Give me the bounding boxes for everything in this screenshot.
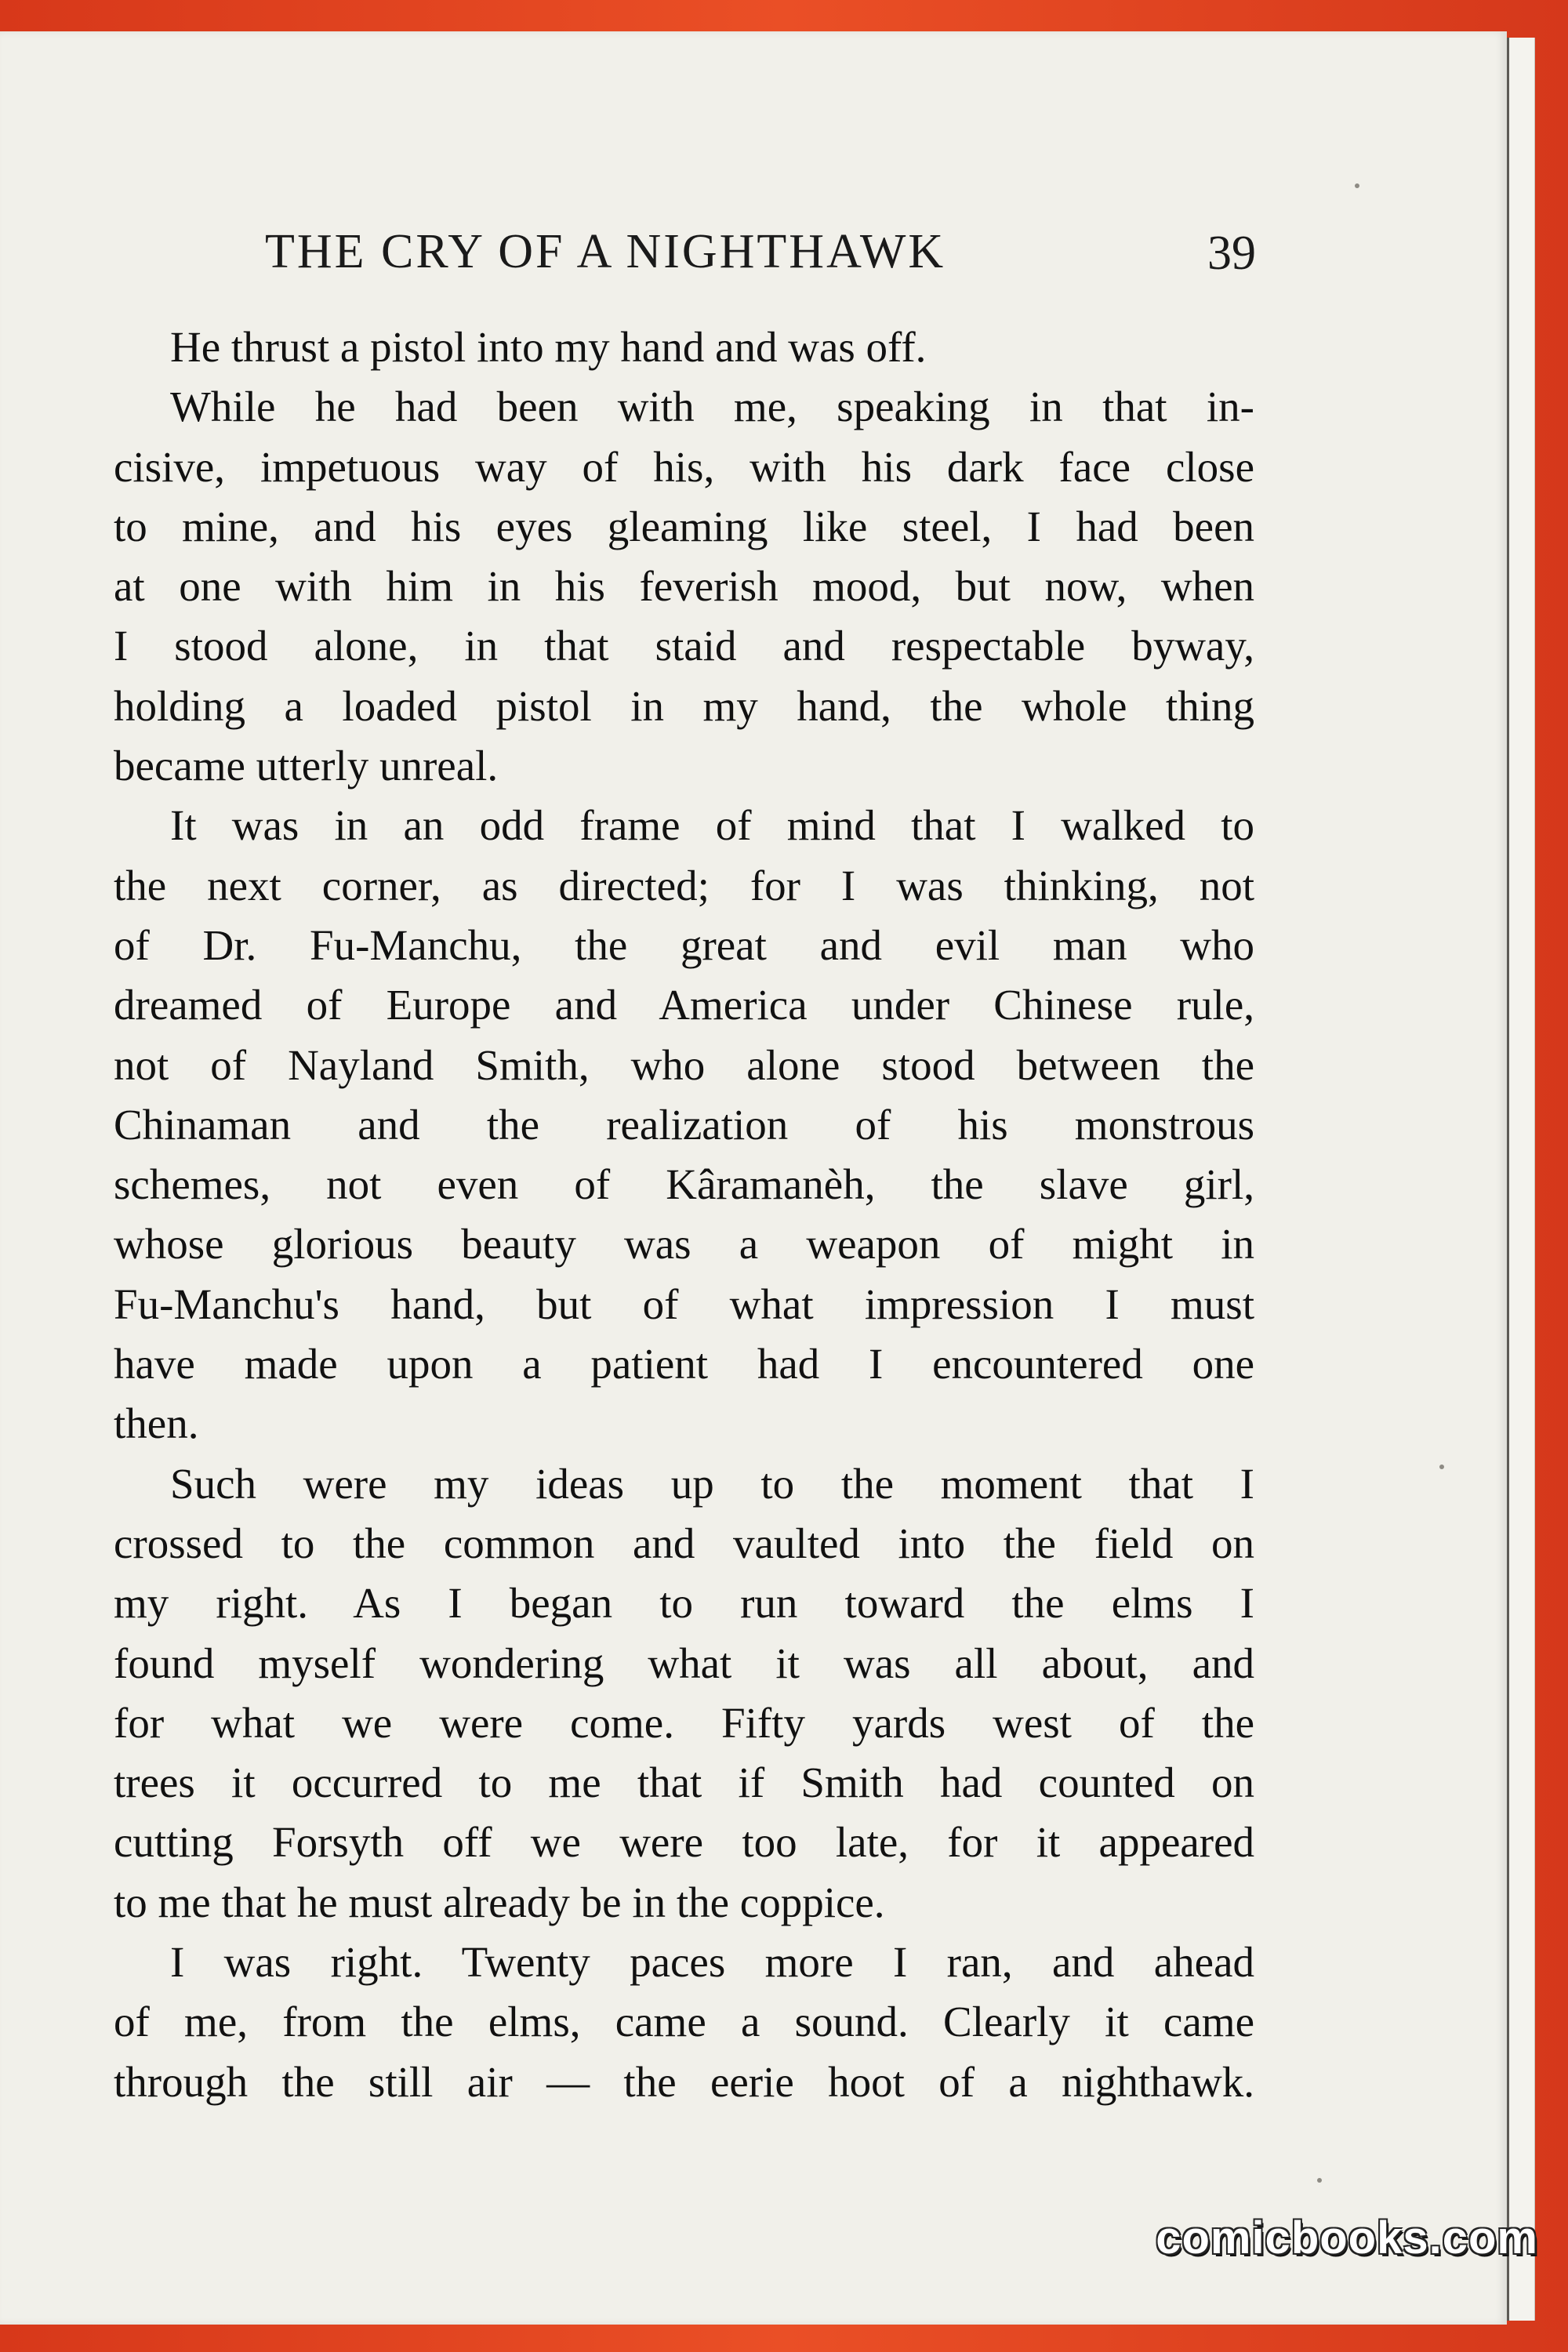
scan-speck: [1317, 2178, 1322, 2183]
text-line: of Dr. Fu-Manchu, the great and evil man who: [114, 920, 1254, 969]
text-line: I stood alone, in that staid and respectable byway,: [114, 622, 1254, 670]
text-line: have made upon a patient had I encountered one: [114, 1340, 1254, 1388]
text-line: the next corner, as directed; for I was thinking, not: [114, 861, 1254, 909]
text-line: my right. As I began to run toward the elms I: [114, 1579, 1254, 1628]
text-line: schemes, not even of Kâramanèh, the slave girl,: [114, 1160, 1254, 1209]
text-line: for what we were come. Fifty yards west of the: [114, 1698, 1254, 1747]
text-line: to me that he must already be in the coppice.: [114, 1878, 885, 1926]
text-line: trees it occurred to me that if Smith had counted on: [114, 1759, 1254, 1807]
text-line: at one with him in his feverish mood, but now, when: [114, 562, 1254, 611]
running-title: THE CRY OF A NIGHTHAWK: [265, 225, 946, 278]
text-line: then.: [114, 1399, 199, 1448]
body-text: [114, 318, 1254, 2112]
text-line: of me, from the elms, came a sound. Clearly it came: [114, 1998, 1254, 2046]
text-line: through the still air — the eerie hoot of a nighthawk.: [114, 2057, 1254, 2106]
page-number: 39: [1207, 227, 1256, 280]
text-line: I was right. Twenty paces more I ran, and ahead: [170, 1938, 1254, 1987]
text-line: It was in an odd frame of mind that I walked to: [170, 801, 1254, 850]
text-line: became utterly unreal.: [114, 742, 499, 790]
scan-speck: [1355, 183, 1359, 188]
text-line: He thrust a pistol into my hand and was off.: [170, 323, 927, 371]
text-line: dreamed of Europe and America under Chinese rule,: [114, 981, 1254, 1029]
text-line: crossed to the common and vaulted into the field on: [114, 1519, 1254, 1567]
text-line: Fu-Manchu's hand, but of what impression I must: [114, 1279, 1254, 1328]
text-line: not of Nayland Smith, who alone stood between the: [114, 1040, 1254, 1089]
book-page: [0, 31, 1507, 2325]
text-line: Chinaman and the realization of his monstrous: [114, 1100, 1254, 1149]
page-edge: [1507, 38, 1535, 2321]
running-head: [265, 216, 1265, 287]
text-line: cutting Forsyth off we were too late, for it appeared: [114, 1818, 1254, 1867]
text-line: holding a loaded pistol in my hand, the whole thing: [114, 681, 1254, 730]
text-line: While he had been with me, speaking in that in-: [170, 383, 1254, 431]
text-line: to mine, and his eyes gleaming like steel, I had been: [114, 502, 1254, 550]
watermark: comicbooks.com: [1156, 2212, 1538, 2263]
text-line: found myself wondering what it was all about, and: [114, 1639, 1254, 1687]
scan-speck: [1439, 1465, 1444, 1469]
text-line: whose glorious beauty was a weapon of might in: [114, 1220, 1254, 1269]
text-line: Such were my ideas up to the moment that I: [170, 1459, 1254, 1508]
text-line: cisive, impetuous way of his, with his dark face close: [114, 442, 1254, 491]
